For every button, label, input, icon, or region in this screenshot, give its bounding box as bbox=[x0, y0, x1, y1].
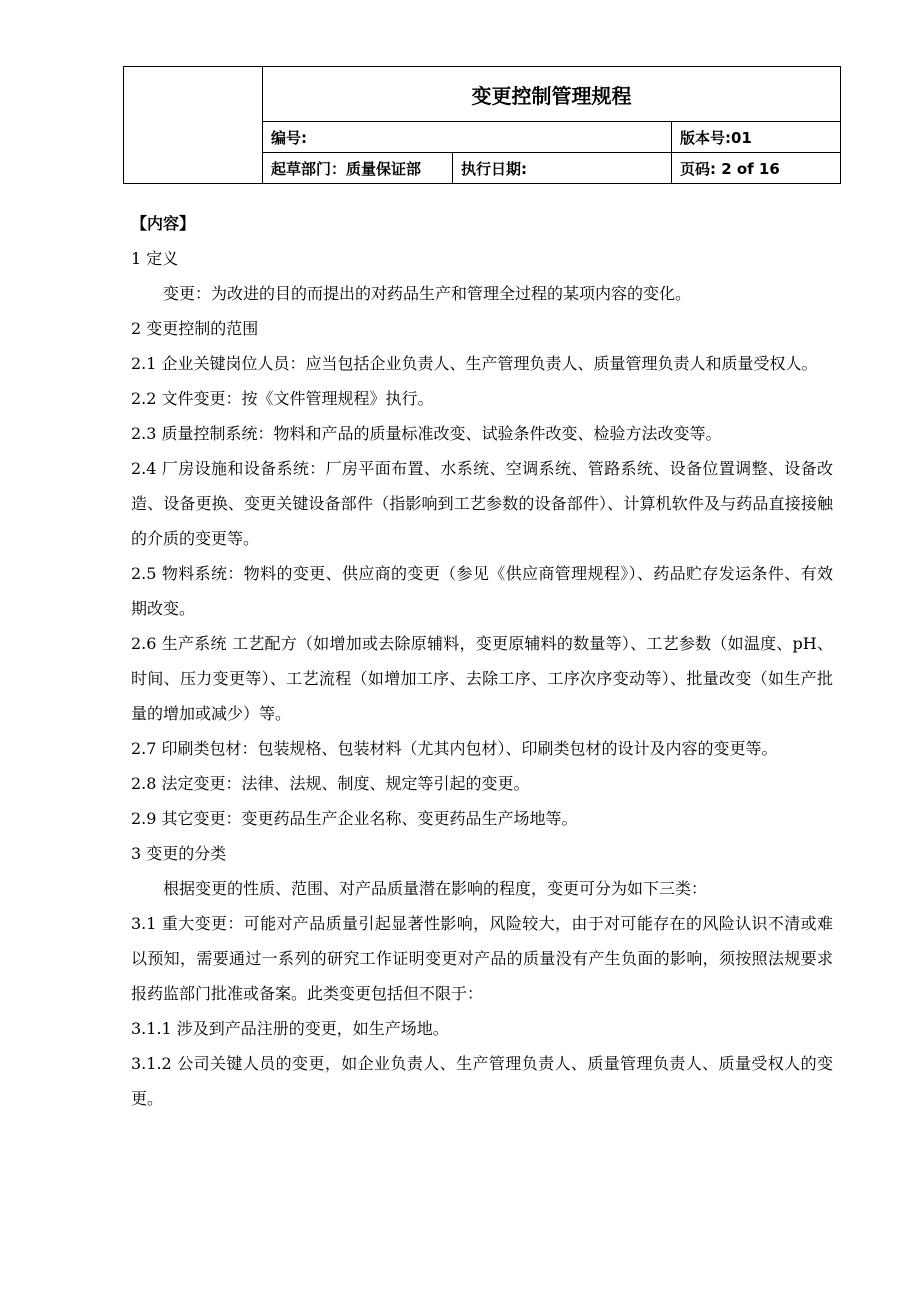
version-number: 版本号:01 bbox=[672, 122, 841, 153]
document-number: 编号: bbox=[263, 122, 672, 153]
document-title: 变更控制管理规程 bbox=[263, 67, 841, 122]
body-paragraph: 2.7 印刷类包材：包装规格、包装材料（尤其内包材）、印刷类包材的设计及内容的变更等。 bbox=[131, 739, 778, 758]
body-paragraph: 3 变更的分类 bbox=[131, 844, 227, 863]
execution-date: 执行日期: bbox=[453, 153, 672, 184]
body-paragraph: 2.1 企业关键岗位人员：应当包括企业负责人、生产管理负责人、质量管理负责人和质量受权人。 bbox=[131, 354, 818, 373]
document-header-table bbox=[123, 66, 841, 184]
body-paragraph: 2.5 物料系统：物料的变更、供应商的变更（参见《供应商管理规程》）、药品贮存发运条件、有效期改变。 bbox=[131, 564, 833, 618]
drafting-department: 起草部门：质量保证部 bbox=[263, 153, 453, 184]
body-paragraph: 2.8 法定变更：法律、法规、制度、规定等引起的变更。 bbox=[131, 774, 530, 793]
body-paragraph: 3.1 重大变更：可能对产品质量引起显著性影响，风险较大，由于对可能存在的风险认识不清或难以预知，需要通过一系列的研究工作证明变更对产品的质量没有产生负面的影响，须按照法规要求报药监部门批准或备案。此类变更包括但不限于： bbox=[131, 914, 833, 1003]
section-heading: 【内容】 bbox=[131, 214, 196, 233]
body-paragraph: 2.2 文件变更：按《文件管理规程》执行。 bbox=[131, 389, 434, 408]
body-paragraph: 3.1.2 公司关键人员的变更，如企业负责人、生产管理负责人、质量管理负责人、质量受权人的变更。 bbox=[131, 1054, 833, 1108]
body-paragraph: 2.6 生产系统 工艺配方（如增加或去除原辅料，变更原辅料的数量等）、工艺参数（如温度、pH、时间、压力变更等）、工艺流程（如增加工序、去除工序、工序次序变动等）、批量改变（如生产批量的增加或减少）等。 bbox=[131, 634, 833, 723]
body-paragraph: 3.1.1 涉及到产品注册的变更，如生产场地。 bbox=[131, 1019, 449, 1038]
logo-cell bbox=[124, 67, 263, 184]
document-body bbox=[131, 206, 833, 1116]
body-paragraph: 变更：为改进的目的而提出的对药品生产和管理全过程的某项内容的变化。 bbox=[163, 284, 692, 303]
body-paragraph: 1 定义 bbox=[131, 249, 179, 268]
body-paragraph: 根据变更的性质、范围、对产品质量潜在影响的程度，变更可分为如下三类： bbox=[163, 879, 708, 898]
body-paragraph: 2.4 厂房设施和设备系统：厂房平面布置、水系统、空调系统、管路系统、设备位置调整、设备改造、设备更换、变更关键设备部件（指影响到工艺参数的设备部件）、计算机软件及与药品直接接触的介质的变更等。 bbox=[131, 459, 833, 548]
body-paragraph: 2.9 其它变更：变更药品生产企业名称、变更药品生产场地等。 bbox=[131, 809, 578, 828]
body-paragraph: 2.3 质量控制系统：物料和产品的质量标准改变、试验条件改变、检验方法改变等。 bbox=[131, 424, 722, 443]
body-paragraph: 2 变更控制的范围 bbox=[131, 319, 259, 338]
page-number: 页码: 2 of 16 bbox=[672, 153, 841, 184]
